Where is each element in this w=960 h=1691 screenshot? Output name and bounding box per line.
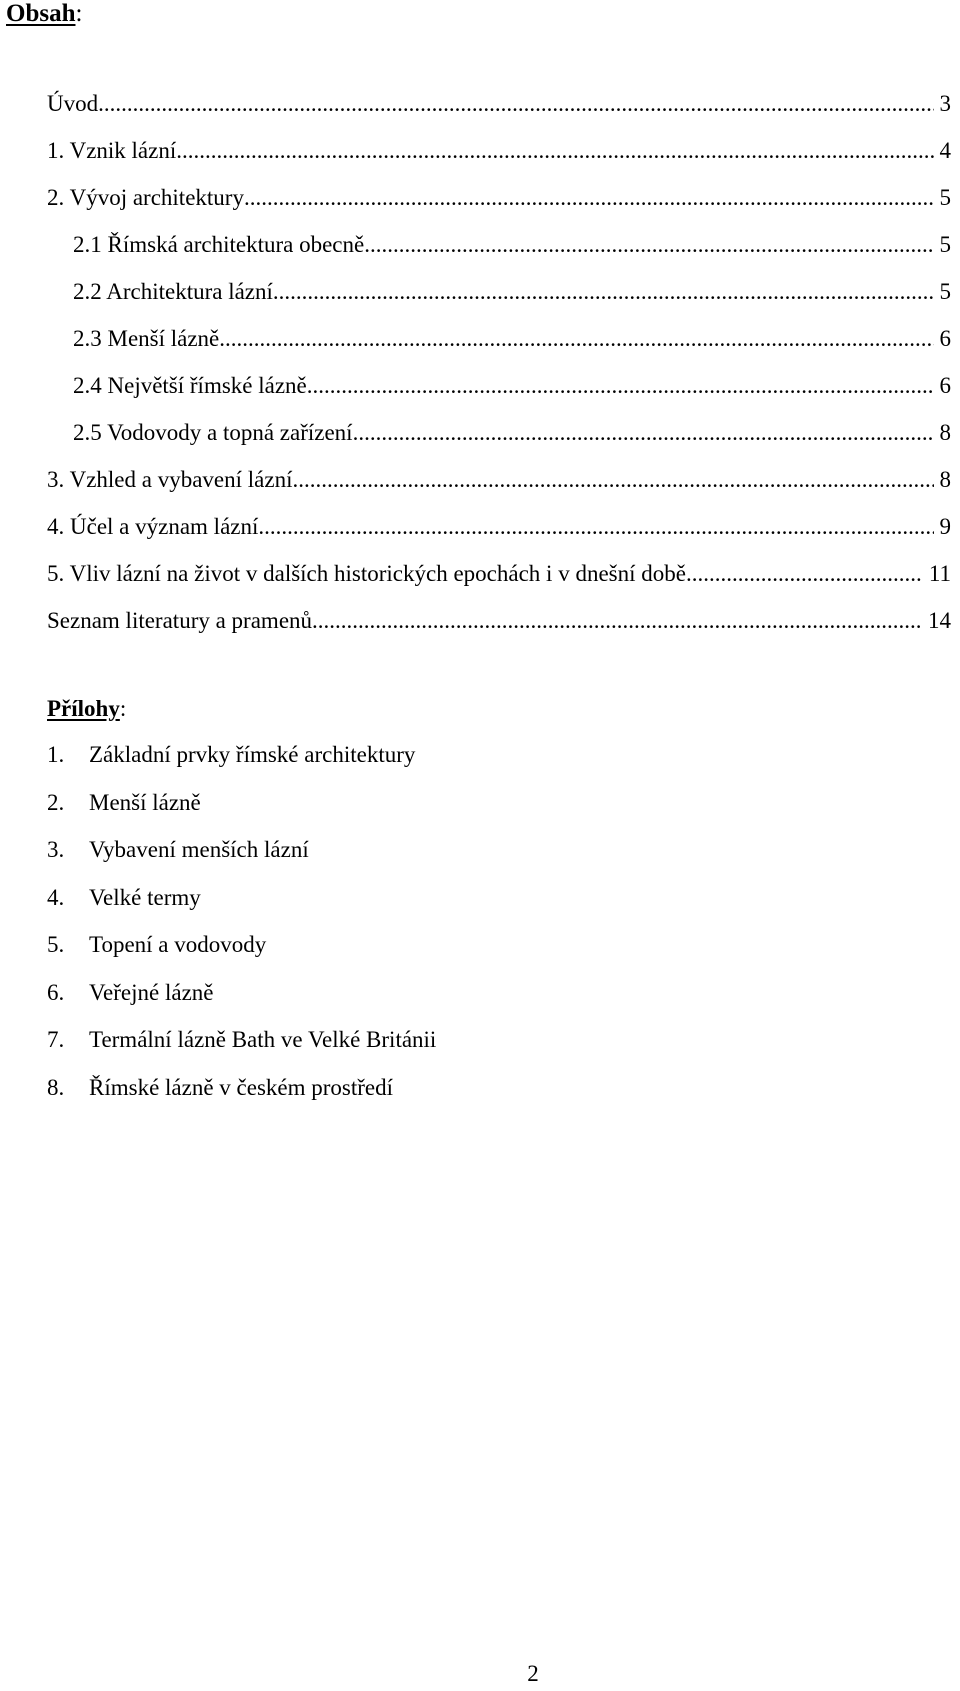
toc-entry-page: 5 [939,185,951,210]
appendix-number: 7. [47,1027,65,1052]
toc-leader-dots [292,466,933,494]
toc-entry[interactable] [73,278,951,325]
toc-leader-dots [98,90,933,118]
toc-entry[interactable] [73,325,951,372]
appendix-heading-suffix: : [119,696,127,721]
page-number: 2 [527,1661,539,1686]
appendix-number: 4. [47,884,65,910]
contents-heading [6,0,82,28]
toc-entry[interactable] [73,372,951,419]
toc-entry-page: 4 [939,138,951,163]
toc-entry[interactable] [47,607,951,654]
toc-leader-dots [307,372,934,400]
toc-entry-page: 6 [939,373,951,398]
appendix-title: Velké termy [89,884,201,910]
appendix-number: 5. [47,932,65,957]
toc-entry[interactable] [47,137,951,184]
toc-entry-title: 3. Vzhled a vybavení lázní [47,467,293,492]
toc-leader-dots [273,278,934,306]
appendix-title: Veřejné lázně [89,979,214,1005]
appendix-title: Římské lázně v českém prostředí [89,1074,394,1100]
table-of-contents [47,90,951,654]
toc-entry-title: 2.5 Vodovody a topná zařízení [73,420,353,445]
toc-leader-dots [219,325,933,353]
toc-leader-dots [353,419,934,447]
toc-entry-page: 6 [939,326,951,351]
toc-entry-title: 2.2 Architektura lázní [73,279,273,304]
toc-entry-page: 5 [939,279,951,304]
toc-entry-title: 2.4 Největší římské lázně [73,373,307,398]
toc-entry-page: 9 [939,514,951,539]
appendix-title: Menší lázně [89,789,201,815]
appendix-item [47,789,436,837]
appendix-number: 1. [47,742,65,767]
toc-entry[interactable] [73,231,951,278]
toc-entry[interactable] [47,560,951,607]
toc-entry-page: 8 [939,420,951,445]
toc-entry-title: 4. Účel a význam lázní [47,514,259,539]
toc-entry-page: 3 [939,91,951,116]
appendix-item [47,741,436,789]
toc-entry-page: 8 [939,467,951,492]
appendix-number: 6. [47,979,65,1005]
toc-entry[interactable] [47,466,951,513]
appendix-heading-word: Přílohy [47,696,120,721]
toc-leader-dots [312,607,922,635]
appendix-number: 2. [47,789,65,815]
appendix-number: 8. [47,1074,65,1100]
toc-entry-title: 2.3 Menší lázně [73,326,220,351]
toc-entry[interactable] [47,513,951,560]
toc-entry[interactable] [73,419,951,466]
appendix-item [47,931,436,979]
toc-entry-title: 1. Vznik lázní [47,138,177,163]
toc-leader-dots [258,513,933,541]
appendix-heading [47,695,126,723]
appendix-item [47,836,436,884]
toc-entry-title: Úvod [47,91,99,116]
appendix-title: Termální lázně Bath ve Velké Británii [89,1027,437,1052]
appendix-item [47,1074,436,1122]
contents-heading-suffix: : [75,0,83,27]
appendix-list [47,741,436,1121]
contents-heading-word: Obsah [6,0,76,27]
toc-leader-dots [176,137,933,165]
toc-entry[interactable] [47,184,951,231]
toc-leader-dots [686,560,923,588]
appendix-item [47,979,436,1027]
appendix-title: Vybavení menších lázní [89,837,309,862]
toc-leader-dots [244,184,934,212]
toc-entry-title: Seznam literatury a pramenů [47,608,313,633]
appendix-number: 3. [47,837,65,862]
toc-entry-title: 5. Vliv lázní na život v dalších historických epochách i v dnešní době [47,561,686,586]
appendix-title: Základní prvky římské architektury [89,742,416,767]
toc-entry-page: 5 [939,232,951,257]
appendix-item [47,1026,436,1074]
toc-entry-page: 14 [928,608,951,633]
toc-entry-title: 2.1 Římská architektura obecně [73,232,365,257]
appendix-item [47,884,436,932]
toc-entry[interactable] [47,90,951,137]
toc-entry-title: 2. Vývoj architektury [47,185,244,210]
toc-entry-page: 11 [928,561,951,586]
toc-leader-dots [364,231,933,259]
appendix-title: Topení a vodovody [89,932,267,957]
